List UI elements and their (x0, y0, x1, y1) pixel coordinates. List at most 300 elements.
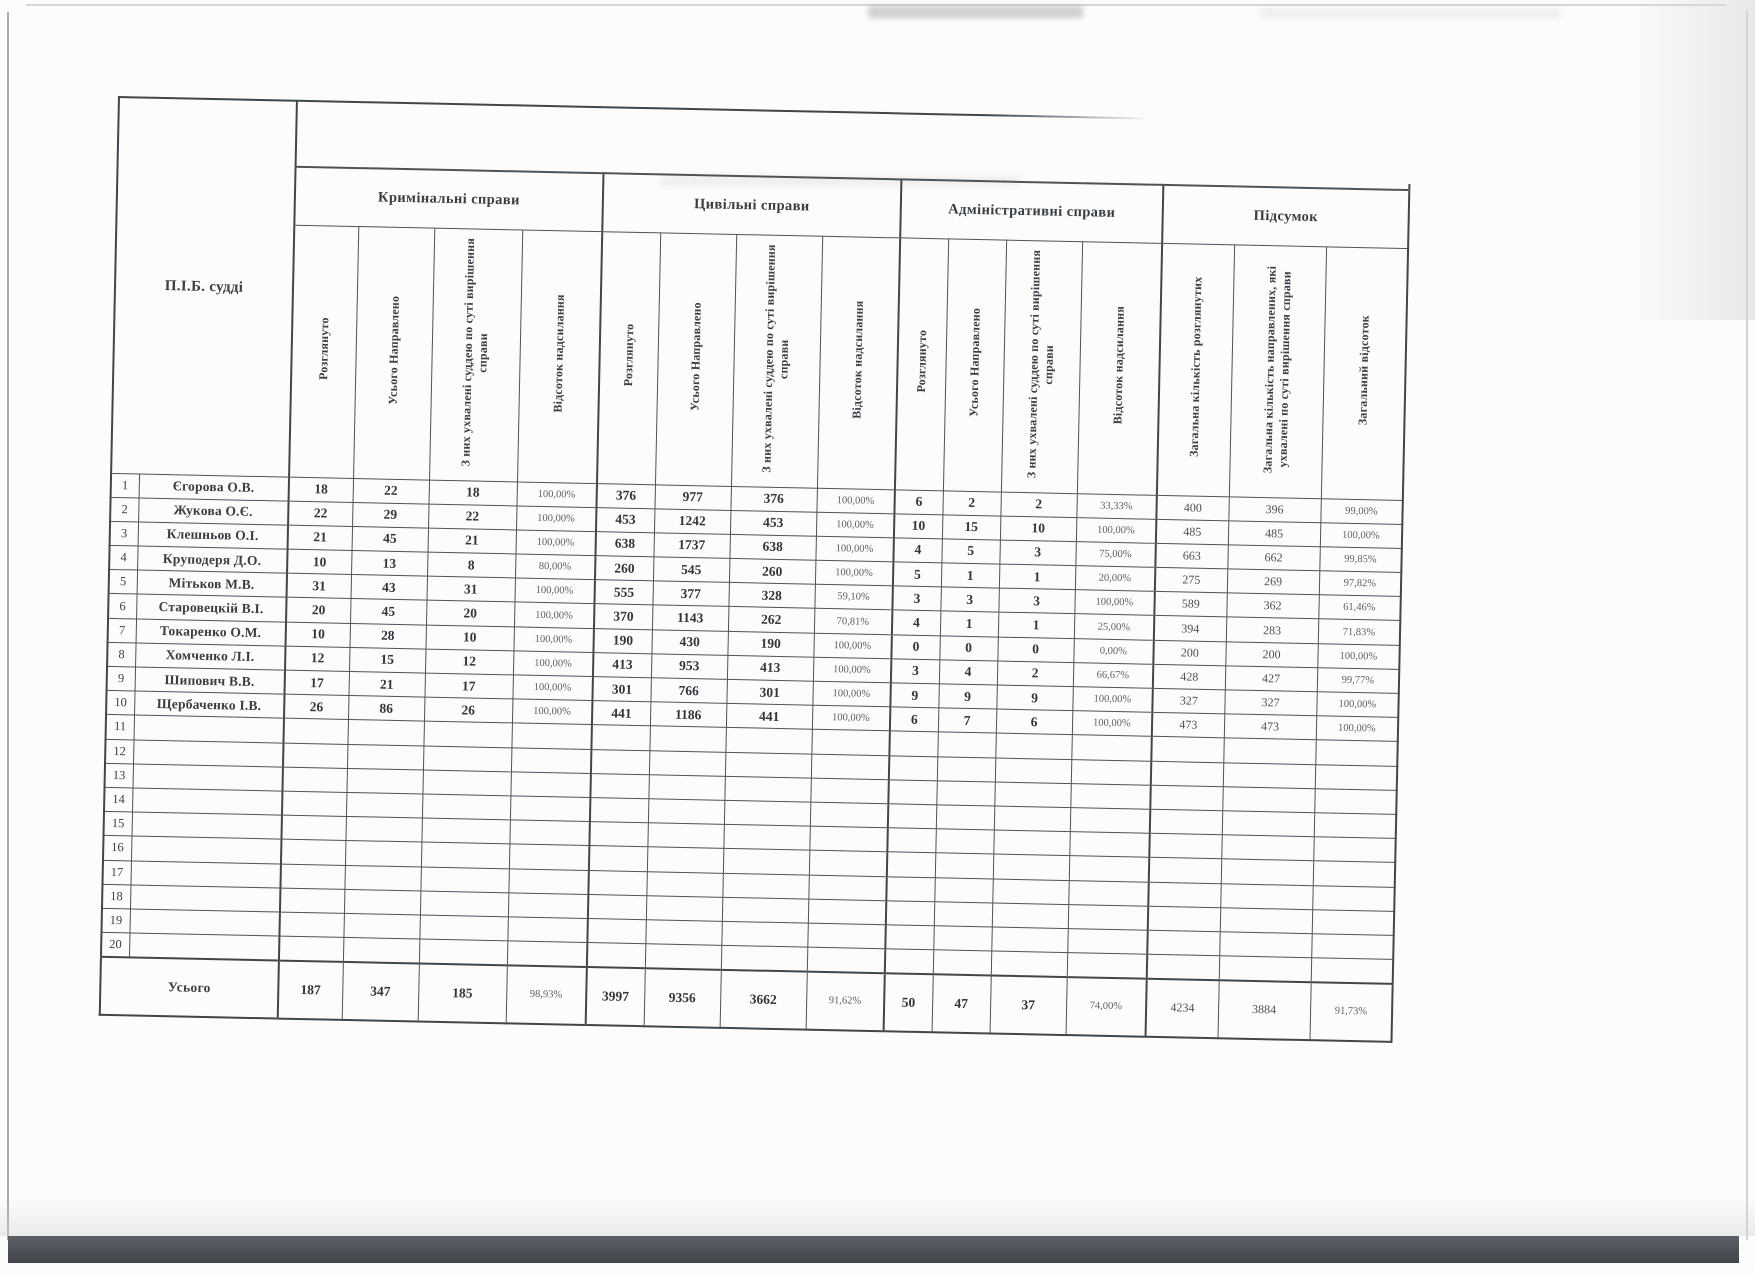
summary-cell: 485 (1156, 519, 1228, 545)
data-cell (722, 873, 808, 899)
data-cell (886, 876, 934, 901)
data-cell: 766 (650, 678, 726, 704)
data-cell: 100,00% (1072, 711, 1152, 737)
data-cell: 370 (594, 604, 652, 629)
judge-name: Шипович В.В. (135, 667, 285, 694)
data-cell (423, 721, 511, 747)
data-cell (279, 912, 343, 938)
data-cell (648, 799, 724, 825)
summary-cell (1147, 954, 1219, 980)
data-cell: 0 (891, 634, 939, 659)
data-cell: 10 (286, 622, 350, 648)
summary-cell (1312, 885, 1395, 911)
data-cell: 100,00% (516, 506, 596, 532)
data-cell: 3 (998, 588, 1074, 614)
data-cell (421, 818, 509, 844)
column-header (1321, 246, 1408, 500)
data-cell: 0,00% (1073, 638, 1153, 664)
column-header-label: Відсоток надсилання (849, 300, 867, 420)
column-header-label: Усього Направлено (687, 302, 704, 412)
data-cell (649, 750, 725, 776)
summary-cell (1219, 932, 1311, 958)
summary-cell: 100,00% (1320, 522, 1403, 548)
data-cell: 26 (424, 697, 512, 723)
data-cell (886, 900, 934, 925)
data-cell (1070, 783, 1150, 809)
column-header-label: З них ухвалені суддею по суті вирішення справи (458, 237, 491, 467)
data-cell (283, 743, 347, 769)
data-cell (511, 747, 591, 773)
data-cell: 6 (996, 709, 1072, 735)
data-cell: 1242 (654, 509, 730, 535)
summary-cell: 327 (1152, 688, 1224, 714)
judge-name: Круподеря Д.О. (137, 546, 287, 573)
data-cell: 301 (726, 679, 812, 705)
data-cell: 100,00% (514, 578, 594, 604)
data-cell (808, 899, 886, 925)
row-number: 11 (106, 715, 135, 740)
data-cell (420, 867, 508, 893)
data-cell: 100,00% (812, 681, 890, 707)
data-cell (991, 927, 1067, 953)
data-cell: 545 (653, 557, 729, 583)
summary-cell (1313, 837, 1396, 863)
data-cell (888, 780, 936, 805)
data-cell (509, 844, 589, 870)
column-header (289, 225, 358, 478)
total-cell: 9356 (644, 968, 721, 1028)
data-cell (725, 752, 811, 778)
data-cell (507, 917, 587, 943)
data-cell: 0 (939, 635, 997, 660)
column-header (731, 234, 822, 488)
data-cell: 413 (727, 655, 813, 681)
data-cell (721, 921, 807, 947)
data-cell (347, 744, 423, 770)
data-cell (888, 804, 936, 829)
data-cell: 6 (890, 707, 938, 732)
total-cell: 3997 (586, 967, 645, 1026)
data-cell (649, 726, 725, 752)
data-cell: 4 (892, 610, 940, 635)
row-number: 10 (106, 691, 135, 716)
data-cell (344, 865, 420, 891)
data-cell (889, 755, 937, 780)
total-cell: 98,93% (506, 965, 587, 1025)
data-cell: 10 (426, 625, 514, 651)
column-header (1157, 243, 1234, 496)
column-header-label: Усього Направлено (965, 307, 983, 418)
summary-cell: 71,83% (1318, 619, 1401, 645)
data-cell (647, 823, 723, 849)
data-cell: 2 (997, 661, 1073, 687)
data-cell (282, 791, 346, 817)
data-cell (510, 772, 590, 798)
summary-cell: 396 (1228, 496, 1320, 522)
row-number: 15 (104, 811, 133, 836)
data-cell (725, 728, 811, 754)
total-cell: 185 (418, 963, 507, 1023)
data-cell: 377 (652, 581, 728, 607)
summary-cell (1311, 934, 1394, 960)
data-cell (646, 871, 722, 897)
data-cell (809, 850, 887, 876)
data-cell (510, 796, 590, 822)
data-cell (933, 926, 991, 951)
data-cell: 100,00% (813, 633, 891, 659)
judge-name: Мітьков М.В. (137, 570, 287, 597)
table-body (101, 473, 1403, 984)
data-cell: 15 (942, 515, 1000, 540)
data-cell (588, 894, 646, 919)
judge-name (133, 740, 283, 767)
data-cell: 18 (289, 477, 353, 503)
summary-cell (1314, 788, 1397, 814)
summary-cell (1148, 882, 1220, 908)
column-header (1229, 244, 1326, 498)
data-cell (343, 913, 419, 939)
column-header (1001, 240, 1082, 494)
data-cell: 18 (429, 480, 517, 506)
summary-cell: 485 (1228, 521, 1320, 547)
data-cell (887, 852, 935, 877)
summary-cell: 200 (1225, 641, 1317, 667)
data-cell: 376 (597, 483, 655, 508)
data-cell (933, 950, 991, 975)
row-number: 8 (107, 642, 136, 667)
summary-cell: 327 (1224, 690, 1316, 716)
totals-label: Усього (100, 957, 279, 1019)
summary-cell (1312, 909, 1395, 935)
summary-cell: 400 (1156, 495, 1228, 521)
data-cell: 10 (894, 514, 942, 539)
data-cell (723, 849, 809, 875)
data-cell (809, 826, 887, 852)
data-cell: 376 (730, 486, 816, 512)
data-cell: 28 (350, 623, 426, 649)
data-cell (936, 781, 994, 806)
data-cell: 31 (427, 576, 515, 602)
summary-cell (1222, 787, 1314, 813)
data-cell (994, 782, 1070, 808)
data-cell: 29 (352, 502, 428, 528)
data-cell (343, 937, 419, 963)
column-header (597, 231, 660, 484)
data-cell (992, 903, 1068, 929)
data-cell (347, 720, 423, 746)
data-cell (995, 733, 1071, 759)
group-summary: Підсумок (1162, 185, 1409, 248)
row-number: 9 (107, 666, 136, 691)
group-admin-cases: Адміністративні справи (900, 179, 1163, 242)
data-cell (887, 828, 935, 853)
column-header-label: Відсоток надсилання (1110, 306, 1128, 425)
judge-name: Старовецкій В.І. (136, 594, 286, 621)
judge-name: Хомченко Л.І. (135, 643, 285, 670)
data-cell: 0 (997, 637, 1073, 663)
total-cell: 74,00% (1066, 977, 1147, 1037)
group-criminal-cases: Кримінальні справи (294, 167, 603, 231)
data-cell: 22 (353, 478, 429, 504)
data-cell: 441 (726, 704, 812, 730)
data-cell: 262 (728, 607, 814, 633)
data-cell (724, 800, 810, 826)
data-cell (935, 853, 993, 878)
data-cell (419, 939, 507, 965)
data-cell (648, 775, 724, 801)
summary-cell: 394 (1154, 616, 1226, 642)
judge-name (129, 933, 279, 960)
data-cell: 1 (998, 612, 1074, 638)
scan-fade-artifact (987, 111, 1418, 184)
data-cell: 100,00% (512, 675, 592, 701)
column-header-label: З них ухвалені суддею по суті вирішення справи (1024, 249, 1057, 479)
data-cell (420, 891, 508, 917)
data-cell: 45 (350, 599, 426, 625)
scan-edge-left (7, 12, 9, 1240)
data-cell (723, 824, 809, 850)
data-cell (282, 767, 346, 793)
data-cell (345, 817, 421, 843)
data-cell: 5 (941, 539, 999, 564)
judge-name (133, 764, 283, 791)
summary-cell: 99,77% (1317, 668, 1400, 694)
column-header-label: Загальна кількість направлених, які ухвалені по суті вирішення справи (1260, 264, 1294, 473)
summary-cell (1219, 956, 1311, 982)
data-cell: 21 (288, 525, 352, 551)
summary-cell (1311, 958, 1394, 984)
data-cell: 100,00% (816, 488, 894, 514)
summary-cell: 473 (1152, 712, 1224, 738)
data-cell: 17 (285, 670, 349, 696)
summary-cell (1149, 833, 1221, 859)
summary-cell: 97,82% (1319, 571, 1402, 597)
data-cell: 13 (351, 551, 427, 577)
data-cell: 6 (894, 489, 942, 514)
data-cell (995, 758, 1071, 784)
column-header (895, 237, 948, 490)
data-cell: 190 (727, 631, 813, 657)
column-header-label: Усього Направлено (385, 295, 402, 405)
total-cell: 187 (278, 960, 343, 1019)
court-stats-table (99, 96, 1412, 1043)
data-cell: 413 (593, 652, 651, 677)
row-number: 20 (101, 932, 130, 957)
scanner-bed-band (8, 1236, 1739, 1263)
data-cell (811, 754, 889, 780)
data-cell: 453 (730, 510, 816, 536)
data-cell (992, 878, 1068, 904)
data-cell: 190 (593, 628, 651, 653)
summary-cell: 61,46% (1318, 595, 1401, 621)
data-cell: 3 (999, 540, 1075, 566)
data-cell: 260 (595, 556, 653, 581)
data-cell (1069, 832, 1149, 858)
summary-cell (1220, 883, 1312, 909)
summary-cell (1313, 861, 1396, 887)
column-header-label: Загальний відсоток (1355, 315, 1373, 426)
data-cell (647, 847, 723, 873)
data-cell (1067, 953, 1147, 979)
column-header-label: Розглянуто (913, 329, 930, 393)
data-cell: 100,00% (516, 530, 596, 556)
data-cell: 100,00% (815, 560, 893, 586)
data-cell: 100,00% (812, 705, 890, 731)
column-header (1077, 241, 1162, 495)
data-cell: 2 (1000, 492, 1076, 518)
data-cell (1067, 928, 1147, 954)
summary-cell (1314, 813, 1397, 839)
data-cell (422, 770, 510, 796)
data-cell: 9 (890, 683, 938, 708)
column-header (353, 226, 434, 480)
data-cell: 100,00% (517, 481, 597, 507)
summary-cell (1221, 835, 1313, 861)
summary-cell (1315, 740, 1398, 766)
summary-cell: 275 (1155, 567, 1227, 593)
summary-cell: 428 (1153, 664, 1225, 690)
data-cell: 638 (595, 531, 653, 556)
data-cell: 70,81% (814, 609, 892, 635)
data-cell (591, 725, 649, 750)
data-cell: 328 (728, 583, 814, 609)
data-cell (284, 718, 348, 744)
data-cell (1069, 856, 1149, 882)
data-cell (993, 830, 1069, 856)
data-cell (1071, 759, 1151, 785)
data-cell: 4 (893, 538, 941, 563)
summary-cell: 362 (1226, 593, 1318, 619)
data-cell: 12 (285, 646, 349, 672)
column-header-label: Розглянуто (620, 323, 637, 387)
data-cell: 638 (729, 534, 815, 560)
data-cell: 20 (286, 598, 350, 624)
data-cell: 100,00% (513, 651, 593, 677)
data-cell (807, 947, 885, 973)
column-header-label: З них ухвалені суддею по суті вирішення справи (759, 243, 792, 473)
data-cell: 1 (941, 563, 999, 588)
judge-name (132, 812, 282, 839)
summary-cell: 99,00% (1320, 498, 1403, 524)
data-cell: 100,00% (813, 657, 891, 683)
data-cell (419, 915, 507, 941)
data-cell: 1 (940, 611, 998, 636)
data-cell: 12 (425, 649, 513, 675)
row-number: 3 (110, 521, 139, 546)
data-cell: 430 (651, 629, 727, 655)
data-cell (1071, 735, 1151, 761)
row-number: 6 (108, 594, 137, 619)
row-number: 4 (109, 545, 138, 570)
data-cell (936, 805, 994, 830)
data-cell: 260 (729, 558, 815, 584)
row-number: 17 (102, 860, 131, 885)
summary-cell: 100,00% (1316, 716, 1399, 742)
row-number: 16 (103, 836, 132, 861)
data-cell (934, 901, 992, 926)
total-cell: 4234 (1146, 978, 1219, 1037)
data-cell: 441 (592, 701, 650, 726)
summary-cell (1149, 858, 1221, 884)
data-cell: 75,00% (1075, 542, 1155, 568)
data-cell: 80,00% (515, 554, 595, 580)
data-cell: 100,00% (1072, 687, 1152, 713)
data-cell: 8 (427, 552, 515, 578)
data-cell: 5 (893, 562, 941, 587)
data-cell: 66,67% (1073, 662, 1153, 688)
column-header-label: Розглянуто (315, 317, 332, 381)
judge-name: Щербаченко І.В. (134, 691, 284, 718)
data-cell (885, 925, 933, 950)
data-cell: 4 (939, 660, 997, 685)
data-cell: 43 (351, 575, 427, 601)
data-cell (811, 730, 889, 756)
total-cell: 50 (884, 973, 933, 1032)
scan-margin (0, 1263, 1755, 1275)
data-cell (589, 822, 647, 847)
data-cell: 100,00% (514, 602, 594, 628)
column-header (429, 228, 522, 482)
scan-smudge (868, 6, 1083, 18)
data-cell (590, 773, 648, 798)
summary-cell: 100,00% (1316, 692, 1399, 718)
group-civil-cases: Цивільні справи (602, 173, 901, 237)
data-cell: 1 (999, 564, 1075, 590)
data-cell: 100,00% (1074, 590, 1154, 616)
data-cell (994, 806, 1070, 832)
data-cell: 9 (996, 685, 1072, 711)
total-cell: 91,73% (1310, 982, 1393, 1042)
data-cell: 977 (654, 484, 730, 510)
scan-corner-shadow (1625, 0, 1755, 320)
data-cell (509, 820, 589, 846)
data-cell: 45 (352, 526, 428, 552)
data-cell: 9 (938, 684, 996, 709)
data-cell (587, 918, 645, 943)
data-cell (508, 868, 588, 894)
data-cell: 22 (288, 501, 352, 527)
summary-cell (1147, 930, 1219, 956)
row-number: 7 (108, 618, 137, 643)
summary-cell: 589 (1154, 592, 1226, 618)
row-number: 14 (104, 787, 133, 812)
summary-cell: 269 (1227, 569, 1319, 595)
data-cell: 21 (428, 528, 516, 554)
data-cell (807, 923, 885, 949)
data-cell: 3 (891, 659, 939, 684)
judge-name-header: П.І.Б. судді (111, 97, 297, 477)
data-cell: 953 (651, 654, 727, 680)
judge-name (134, 715, 284, 742)
summary-cell: 99,85% (1319, 547, 1402, 573)
total-cell: 3884 (1218, 980, 1311, 1040)
data-cell (422, 794, 510, 820)
data-cell (724, 776, 810, 802)
total-cell: 47 (932, 974, 991, 1033)
data-cell: 25,00% (1074, 614, 1154, 640)
column-header-label: Загальна кількість розглянутих (1186, 276, 1205, 458)
data-cell (993, 854, 1069, 880)
summary-cell (1150, 809, 1222, 835)
data-cell: 15 (349, 647, 425, 673)
summary-cell (1220, 907, 1312, 933)
data-cell: 100,00% (816, 512, 894, 538)
data-cell: 31 (287, 573, 351, 599)
row-number: 18 (102, 884, 131, 909)
column-header (817, 236, 900, 490)
total-cell: 91,62% (806, 971, 885, 1031)
summary-cell: 200 (1153, 640, 1225, 666)
